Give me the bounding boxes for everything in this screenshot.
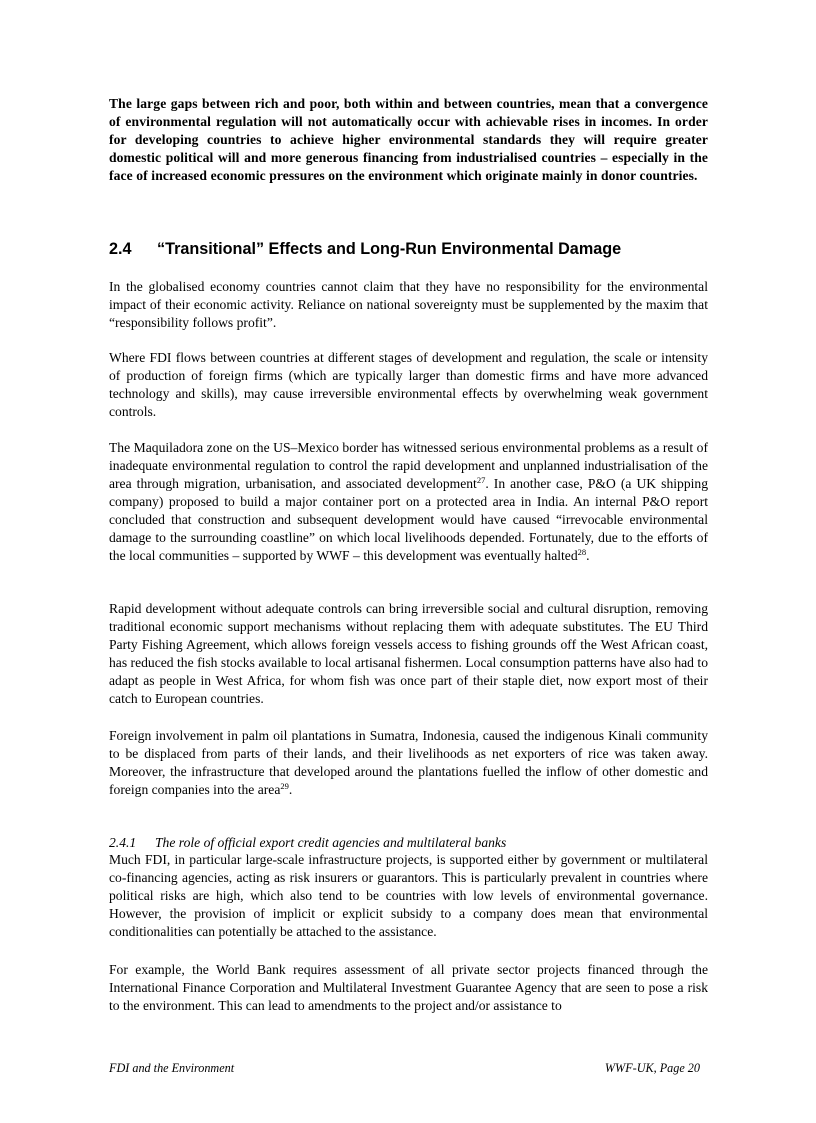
paragraph-maquiladora [109,439,708,565]
section-heading [109,239,621,259]
paragraph-maquiladora-text-3: . [586,548,590,563]
footer-page-number: WWF-UK, Page 20 [604,1061,700,1075]
footnote-ref-28: 28 [577,547,587,557]
subsection-title: The role of official export credit agencies and multilateral banks [155,835,507,850]
paragraph-maquiladora-text-2: . In another case, P&O (a UK shipping company) proposed to build a major container port on a protected area in India. An internal P&O report concluded that construction and subsequent development would have caused “irrevocable environmental damage to the surrounding coastline” on which local livelihoods depended. Fortunately, due to the efforts of the local communities – supported by WWF – this development was eventually halted [109,476,708,563]
paragraph-palm-oil [109,727,708,799]
paragraph-palm-oil-text-1: Foreign involvement in palm oil plantations in Sumatra, Indonesia, caused the indigenous Kinali community to be displaced from parts of their lands, and their livelihoods as net exporters of rice was taken away. Moreover, the infrastructure that developed around the plantations fuelled the inflow of other domestic and foreign companies into the area [109,728,708,797]
paragraph-export-credit: Much FDI, in particular large-scale infrastructure projects, is supported either by government or multilateral co-financing agencies, acting as risk insurers or guarantors. This is particularly prevalent in countries where political risks are high, which also tend to be countries with low levels of environmental governance. However, the provision of implicit or explicit subsidy to a company does mean that environmental conditionalities can potentially be attached to the assistance. [109,852,708,939]
paragraph-palm-oil-text-2: . [288,782,293,797]
paragraph-fdi-flows: Where FDI flows between countries at different stages of development and regulation, the scale or intensity of production of foreign firms (which are typically larger than domestic firms and have more advanced technology and skills), may cause irreversible environmental effects by overwhelming weak government controls. [109,350,708,419]
footnote-ref-27: 27 [476,475,486,485]
section-title: “Transitional” Effects and Long-Run Environmental Damage [157,240,622,258]
paragraph-world-bank: For example, the World Bank requires assessment of all private sector projects financed through the International Finance Corporation and Multilateral Investment Guarantee Agency that are seen to pose a risk to the environment. This can lead to amendments to the project and/or assistance to [109,962,708,1013]
paragraph-maquiladora-text-1: The Maquiladora zone on the US–Mexico border has witnessed serious environmental problems as a result of inadequate environmental regulation to control the rapid development and unplanned industrialisation of the area through migration, urbanisation, and associated development [109,440,708,491]
subsection-number: 2.4.1 [109,835,137,850]
footer-document-title: FDI and the Environment [109,1061,235,1075]
subsection-heading [109,834,506,852]
footnote-ref-29: 29 [280,781,289,791]
page-footer [109,1060,700,1076]
paragraph-responsibility: In the globalised economy countries cannot claim that they have no responsibility for the environmental impact of their economic activity. Reliance on national sovereignty must be supplemented by the maxim that “responsibility follows profit”. [109,279,708,330]
section-number: 2.4 [109,240,132,258]
paragraph-rapid-development: Rapid development without adequate controls can bring irreversible social and cultural disruption, removing traditional economic support mechanisms without replacing them with adequate substitutes. The EU Third Party Fishing Agreement, which allows foreign vessels access to fishing grounds off the West African coast, has reduced the fish stocks available to local artisanal fishermen. Local consumption patterns have also had to adapt as people in West Africa, for whom fish was once part of their staple diet, now export most of their catch to European countries. [109,601,708,706]
intro-bold-paragraph: The large gaps between rich and poor, both within and between countries, mean that a convergence of environmental regulation will not automatically occur with achievable rises in incomes. In order for developing countries to achieve higher environmental standards they will require greater domestic political will and more generous financing from industrialised countries – especially in the face of increased economic pressures on the environment which originate mainly in donor countries. [109,96,708,183]
